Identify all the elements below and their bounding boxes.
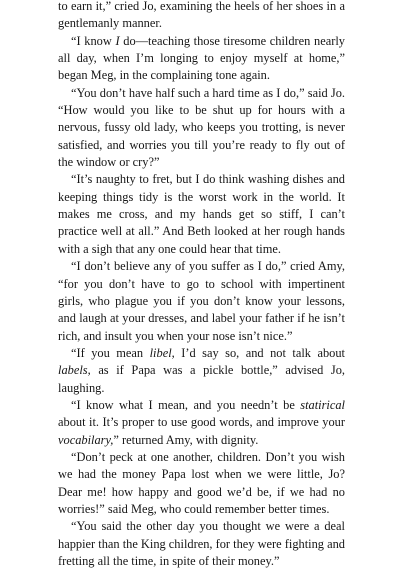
text-segment: “If you mean (71, 345, 150, 360)
paragraph (58, 33, 345, 85)
paragraph (58, 397, 345, 449)
paragraph (58, 85, 345, 172)
paragraph (58, 0, 345, 33)
italic-text: statirical (300, 397, 345, 412)
text-segment: as if Papa was a pickle bottle,” advised Jo, laughing. (58, 363, 345, 395)
text-segment: “You don’t have half such a hard time as I do,” said Jo. “How would you like to be shut up for hours with a nervous, fussy old lady, who keeps you trotting, is never satisfied, and worries you till you’re ready to fly out of the window or cry?” (58, 85, 345, 170)
italic-text: vocabilary, (58, 432, 114, 447)
paragraph (58, 171, 345, 258)
paragraph (58, 345, 345, 397)
text-segment: about it. It’s proper to use good words, and improve your (58, 415, 345, 430)
italic-text: I (115, 33, 120, 48)
text-column (58, 0, 345, 570)
text-segment: do—teaching those tiresome children nearly all day, when I’m longing to enjoy myself at home,” began Meg, in the complaining tone again. (58, 33, 345, 83)
text-segment: ” returned Amy, with dignity. (113, 432, 259, 447)
text-segment: “You said the other day you thought we were a deal happier than the King children, for they were fighting and fretting all the time, in spite of their money.” (58, 519, 345, 568)
paragraph (58, 258, 345, 345)
text-segment: “It’s naughty to fret, but I do think washing dishes and keeping things tidy is the worst work in the world. It makes me cross, and my hands get so stiff, I can’t practice well at all.” And Beth looked at her rough hands with a sigh that any one could hear that time. (58, 172, 345, 256)
text-segment: to earn it,” cried Jo, examining the heels of her shoes in a gentlemanly manner. (58, 0, 345, 31)
text-segment: I’d say so, and not talk about (174, 345, 345, 360)
paragraph (58, 449, 345, 518)
text-segment: “I don’t believe any of you suffer as I do,” cried Amy, “for you don’t have to go to school with impertinent girls, who plague you if you don’t know your lessons, and laugh at your dresses, and label your father if he isn’t rich, and insult you when your nose isn’t nice.” (58, 259, 345, 343)
text-segment: “I know (71, 33, 116, 48)
italic-text: labels, (58, 363, 91, 378)
text-segment: “Don’t peck at one another, children. Don’t you wish we had the money Papa lost when we were little, Jo? Dear me! how happy and good we’d be, if we had no worries!” said Meg, who could remember better times. (58, 449, 345, 516)
text-segment: “I know what I mean, and you needn’t be (71, 397, 301, 412)
paragraph (58, 518, 345, 570)
italic-text: libel, (149, 345, 175, 360)
